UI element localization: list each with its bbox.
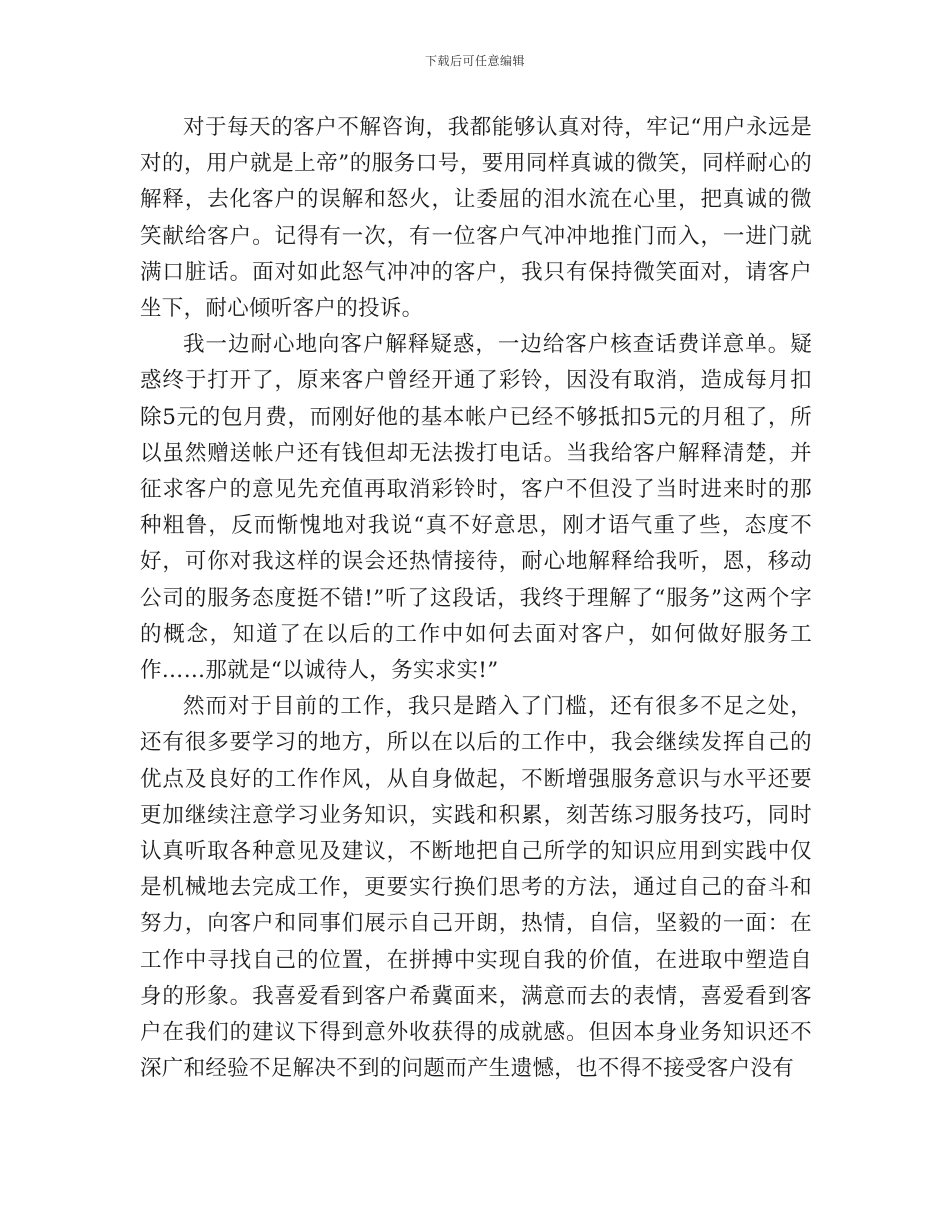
paragraph-2: 我一边耐心地向客户解释疑惑，一边给客户核查话费详意单。疑惑终于打开了，原来客户曾经开通了彩铃，因没有取消，造成每月扣除5元的包月费，而刚好他的基本帐户已经不够抵扣5元的月租了，所以虽然赠送帐户还有钱但却无法拨打电话。当我给客户解释清楚，并征求客户的意见先充值再取消彩铃时，客户不但没了当时进来时的那种粗鲁，反而惭愧地对我说“真不好意思，刚才语气重了些，态度不好，可你对我这样的误会还热情接待，耐心地解释给我听，恩，移动公司的服务态度挺不错!”听了这段话，我终于理解了“服务”这两个字的概念，知道了在以后的工作中如何去面对客户，如何做好服务工作……那就是“以诚待人，务实求实!” (140, 332, 812, 684)
paragraph-1: 对于每天的客户不解咨询，我都能够认真对待，牢记“用户永远是对的，用户就是上帝”的服务口号，要用同样真诚的微笑，同样耐心的解释，去化客户的误解和怒火，让委屈的泪水流在心里，把真诚的微笑献给客户。记得有一次，有一位客户气冲冲地推门而入，一进门就满口脏话。面对如此怒气冲冲的客户，我只有保持微笑面对，请客户坐下，耐心倾听客户的投诉。 (140, 115, 812, 322)
document-body (140, 110, 812, 1087)
page-header: 下载后可任意编辑 (424, 54, 525, 68)
paragraph-3: 然而对于目前的工作，我只是踏入了门槛，还有很多不足之处，还有很多要学习的地方，所以在以后的工作中，我会继续发挥自己的优点及良好的工作作风，从自身做起，不断增强服务意识与水平还要更加继续注意学习业务知识，实践和积累，刻苦练习服务技巧，同时认真听取各种意见及建议，不断地把自己所学的知识应用到实践中仅是机械地去完成工作，更要实行换们思考的方法，通过自己的奋斗和努力，向客户和同事们展示自己开朗，热情，自信，坚毅的一面：在工作中寻找自己的位置，在拼搏中实现自我的价值，在进取中塑造自身的形象。我喜爱看到客户希冀面来，满意而去的表情，喜爱看到客户在我们的建议下得到意外收获得的成就感。但因本身业务知识还不深广和经验不足解决不到的问题而产生遗憾，也不得不接受客户没有 (140, 694, 812, 1082)
